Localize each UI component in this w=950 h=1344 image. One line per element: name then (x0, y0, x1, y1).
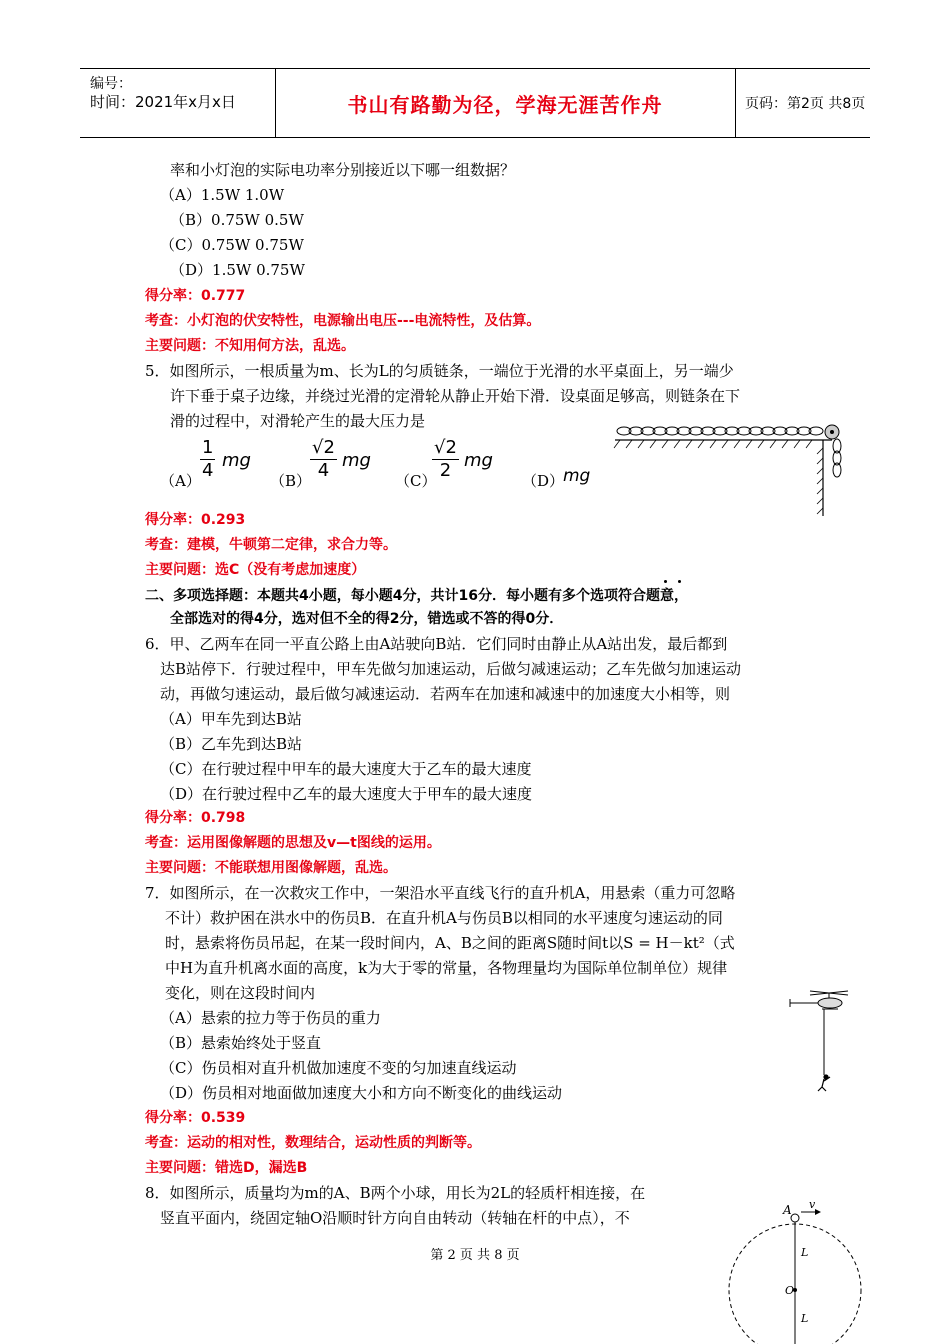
q5-option-c-mg: mg (464, 450, 493, 471)
q5-stem-line-1: 5．如图所示，一根质量为m、长为L的匀质链条，一端位于光滑的水平桌面上，另一端少 (145, 362, 734, 380)
label-a: A (783, 1203, 792, 1217)
label-v: v (809, 1198, 816, 1211)
q6-stem-line-3: 动，再做匀速运动，最后做匀减速运动．若两车在加速和减速中的加速度大小相等，则 (160, 685, 731, 703)
q5-main-issue: 主要问题：选C（没有考虑加速度） (145, 562, 366, 578)
q6-option-c: （C）在行驶过程中甲车的最大速度大于乙车的最大速度 (160, 760, 532, 778)
q5-option-c-label: （C） (395, 472, 437, 490)
header-page-cell (735, 69, 870, 137)
q4-option-d: （D）1.5W 0.75W (170, 261, 305, 279)
q7-option-b: （B）悬索始终处于竖直 (160, 1034, 322, 1052)
fraction-numerator: 1 (202, 437, 214, 458)
q4-option-a: （A）1.5W 1.0W (160, 186, 285, 204)
q6-stem-line-2: 达B站停下．行驶过程中，甲车先做匀加速运动，后做匀减速运动；乙车先做匀加速运动 (160, 660, 742, 678)
q5-option-b-label: （B） (270, 472, 312, 490)
q5-option-a-fraction (200, 437, 215, 482)
q4-option-b: （B）0.75W 0.5W (170, 211, 304, 229)
q7-stem-line-1: 7．如图所示，在一次救灾工作中，一架沿水平直线飞行的直升机A，用悬索（重力可忽略 (145, 884, 736, 902)
pulley-icon (825, 425, 839, 439)
q5-option-c-fraction (432, 437, 459, 482)
q4-score-rate: 得分率：0.777 (145, 288, 246, 304)
q7-main-issue: 主要问题：错选D，漏选B (145, 1160, 308, 1176)
ball-a (791, 1214, 799, 1222)
document-date: 时间：2021年x月x日 (90, 93, 236, 111)
table-edge-wall (817, 440, 823, 516)
q7-stem-line-5: 变化，则在这段时间内 (165, 984, 316, 1002)
q5-option-d-mg: mg (563, 466, 591, 486)
q7-stem-line-2: 不计）救护困在洪水中的伤员B．在直升机A与伤员B以相同的水平速度匀速运动的同 (165, 909, 723, 927)
fraction-denominator: 2 (439, 460, 452, 481)
helicopter-icon (790, 991, 848, 1009)
q5-chain-pulley-figure (610, 418, 850, 518)
q6-option-d: （D）在行驶过程中乙车的最大速度大于甲车的最大速度 (160, 785, 533, 803)
q6-option-b: （B）乙车先到达B站 (160, 735, 303, 753)
q7-option-a: （A）悬索的拉力等于伤员的重力 (160, 1009, 381, 1027)
q4-stem-continuation: 率和小灯泡的实际电功率分别接近以下哪一组数据？ (170, 161, 516, 179)
fraction-denominator: 4 (317, 460, 330, 481)
fraction-numerator: √2 (434, 437, 457, 458)
q7-helicopter-figure (780, 985, 860, 1095)
label-l-upper: L (801, 1246, 809, 1259)
chain-links-vertical (833, 439, 841, 477)
header-page-info: 页码：第2页 共8页 (745, 96, 866, 112)
q7-option-c: （C）伤员相对直升机做加速度不变的匀加速直线运动 (160, 1059, 517, 1077)
page-footer: 第 2 页 共 8 页 (430, 1248, 520, 1263)
velocity-arrowhead-icon (815, 1209, 821, 1215)
q4-exam-point: 考查：小灯泡的伏安特性，电源输出电压---电流特性，及估算。 (145, 313, 541, 329)
page-header (80, 68, 870, 138)
header-motto-cell (275, 69, 736, 137)
label-o: O (785, 1284, 795, 1297)
q5-exam-point: 考查：建模，牛顿第二定律，求合力等。 (145, 537, 397, 553)
q7-exam-point: 考查：运动的相对性，数理结合，运动性质的判断等。 (145, 1135, 481, 1151)
emphasis-dot (664, 580, 667, 583)
q5-option-a-mg: mg (222, 450, 251, 471)
q4-option-c: （C）0.75W 0.75W (160, 236, 304, 254)
q8-rotating-rod-figure (725, 1198, 875, 1344)
q6-stem-line-1: 6．甲、乙两车在同一平直公路上由A站驶向B站．它们同时由静止从A站出发，最后都到 (145, 635, 728, 653)
section-2-heading-line-1: 二、多项选择题：本题共4小题，每小题4分，共计16分．每小题有多个选项符合题意， (145, 588, 688, 604)
label-l-lower: L (801, 1312, 809, 1325)
q6-option-a: （A）甲车先到达B站 (160, 710, 302, 728)
chain-links-horizontal (617, 427, 823, 435)
header-motto: 书山有路勤为径，学海无涯苦作舟 (347, 92, 663, 117)
q5-option-b-mg: mg (342, 450, 371, 471)
q5-score-rate: 得分率：0.293 (145, 512, 246, 528)
q8-stem-line-1: 8．如图所示，质量均为m的A、B两个小球，用长为2L的轻质杆相连接，在 (145, 1184, 646, 1202)
q7-score-rate: 得分率：0.539 (145, 1110, 246, 1126)
q5-option-a-label: （A） (160, 472, 201, 490)
q6-score-rate: 得分率：0.798 (145, 810, 246, 826)
emphasis-dot (678, 580, 681, 583)
q5-stem-line-2: 许下垂于桌子边缘，并绕过光滑的定滑轮从静止开始下滑．设桌面足够高，则链条在下 (170, 387, 741, 405)
fraction-numerator: √2 (312, 437, 335, 458)
q6-exam-point: 考查：运用图像解题的思想及v—t图线的运用。 (145, 835, 441, 851)
injured-person-icon (818, 1075, 830, 1091)
table-surface (614, 440, 832, 448)
q5-stem-line-3: 滑的过程中，对滑轮产生的最大压力是 (170, 412, 426, 430)
document-number-label: 编号： (90, 76, 132, 92)
q7-stem-line-3: 时，悬索将伤员吊起，在某一段时间内，A、B之间的距离S随时间t以S = H－kt²（式 (165, 934, 735, 952)
q5-option-d-label: （D） (522, 472, 565, 490)
q6-main-issue: 主要问题：不能联想用图像解题，乱选。 (145, 860, 397, 876)
q5-option-b-fraction (310, 437, 337, 482)
q7-stem-line-4: 中H为直升机离水面的高度，k为大于零的常量，各物理量均为国际单位制单位）规律 (165, 959, 728, 977)
section-2-heading-line-2: 全部选对的得4分，选对但不全的得2分，错选或不答的得0分． (170, 611, 564, 627)
header-left-cell (80, 69, 276, 137)
q8-stem-line-2: 竖直平面内，绕固定轴O沿顺时针方向自由转动（转轴在杆的中点），不 (160, 1209, 630, 1227)
fraction-denominator: 4 (202, 460, 214, 481)
q7-option-d: （D）伤员相对地面做加速度大小和方向不断变化的曲线运动 (160, 1084, 563, 1102)
q4-main-issue: 主要问题：不知用何方法，乱选。 (145, 338, 355, 354)
